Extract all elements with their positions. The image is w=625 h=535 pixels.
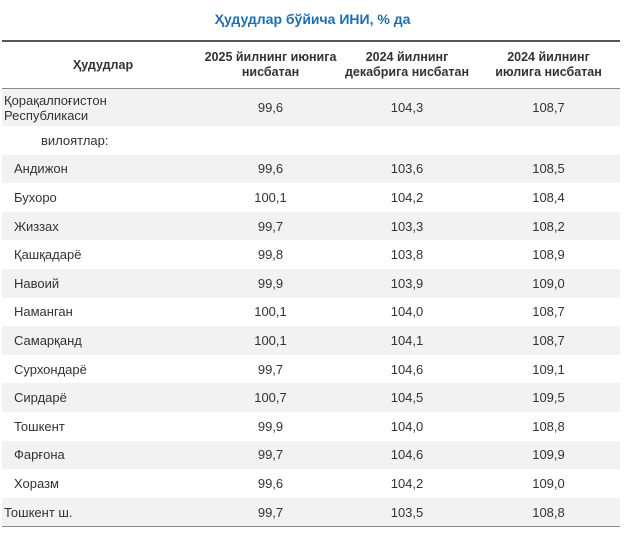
region-cell: Тошкент ш. [4, 504, 73, 520]
value-jun-2025: 100,1 [254, 332, 287, 348]
table-row [2, 240, 620, 269]
table-row [2, 212, 620, 241]
value-dec-2024: 103,5 [390, 504, 424, 520]
table-header [2, 40, 620, 89]
value-dec-2024: 104,1 [390, 332, 424, 348]
table-row [2, 298, 620, 327]
value-dec-2024: 104,2 [390, 189, 424, 205]
value-jul-2024: 108,4 [532, 189, 565, 205]
value-jul-2024: 108,9 [532, 247, 565, 263]
table-row [2, 498, 620, 528]
region-line2: Республикаси [4, 107, 89, 123]
value-jul-2024: 109,1 [532, 361, 565, 377]
region-cell: Наманган [14, 304, 73, 320]
value-dec-2024: 103,6 [390, 161, 424, 177]
header-col2 [337, 50, 477, 80]
value-dec-2024: 104,6 [390, 361, 424, 377]
value-jul-2024: 108,2 [532, 218, 565, 234]
region-line1: Қорақалпоғистон [4, 92, 107, 108]
value-jun-2025: 99,7 [257, 218, 284, 234]
value-jun-2025: 100,1 [254, 304, 287, 320]
value-dec-2024: 104,2 [390, 475, 424, 491]
value-jul-2024: 109,5 [532, 390, 565, 406]
region-cell: Сирдарё [14, 390, 67, 406]
value-dec-2024: 104,0 [390, 304, 424, 320]
table-row [2, 155, 620, 184]
header-col1-line2: нисбатан [241, 65, 300, 79]
value-jul-2024: 108,7 [532, 332, 565, 348]
value-jul-2024: 109,9 [532, 447, 565, 463]
table-row [2, 89, 620, 126]
value-jun-2025: 99,6 [257, 100, 284, 115]
page-title: Ҳудудлар бўйича ИНИ, % да [214, 11, 411, 27]
value-jun-2025: 99,6 [257, 161, 284, 177]
region-cell: Навоий [14, 275, 60, 291]
header-col2-line1: 2024 йилнинг [365, 50, 449, 64]
value-jul-2024: 108,7 [532, 304, 565, 320]
value-dec-2024: 104,5 [390, 390, 424, 406]
value-dec-2024: 103,3 [390, 218, 424, 234]
region-cell: Сурхондарё [14, 361, 87, 377]
value-jul-2024: 109,0 [532, 275, 565, 291]
value-jun-2025: 99,9 [257, 418, 284, 434]
value-jun-2025: 99,6 [257, 475, 284, 491]
value-jul-2024: 108,5 [532, 161, 565, 177]
region-cell: Тошкент [14, 418, 65, 434]
value-dec-2024: 103,9 [390, 275, 424, 291]
header-col3-line1: 2024 йилнинг [507, 50, 590, 64]
value-jul-2024: 108,8 [532, 418, 565, 434]
value-jun-2025: 99,7 [257, 447, 284, 463]
value-jun-2025: 99,9 [257, 275, 284, 291]
value-dec-2024: 103,8 [390, 247, 424, 263]
region-cell: Бухоро [14, 189, 57, 205]
value-jun-2025: 99,8 [257, 247, 284, 263]
value-jun-2025: 100,7 [254, 390, 287, 406]
table-row [2, 383, 620, 412]
table-row [2, 412, 620, 441]
table-row [2, 126, 620, 155]
value-jun-2025: 99,7 [257, 361, 284, 377]
header-col2-line2: декабрига нисбатан [344, 65, 470, 79]
value-dec-2024: 104,0 [390, 418, 424, 434]
region-cell: Қашқадарё [14, 247, 82, 263]
value-dec-2024: 104,3 [390, 100, 424, 115]
value-jul-2024: 108,7 [532, 100, 565, 115]
header-col1-line1: 2025 йилнинг июнига [204, 50, 337, 64]
cpi-table [2, 40, 620, 527]
header-col3 [477, 50, 620, 80]
region-cell: Хоразм [14, 475, 59, 491]
value-jun-2025: 99,7 [257, 504, 284, 520]
header-region: Ҳудудлар [72, 57, 134, 72]
header-col1 [204, 50, 337, 80]
table-row [2, 183, 620, 212]
value-jul-2024: 109,0 [532, 475, 565, 491]
table-row [2, 326, 620, 355]
region-cell: Жиззах [14, 218, 59, 234]
region-cell [2, 93, 204, 123]
table-row [2, 355, 620, 384]
value-jul-2024: 108,8 [532, 504, 565, 520]
region-cell: вилоятлар: [41, 132, 109, 148]
table-row [2, 269, 620, 298]
value-jun-2025: 100,1 [254, 189, 287, 205]
region-cell: Андижон [14, 161, 68, 177]
region-cell: Фарғона [14, 447, 65, 463]
value-dec-2024: 104,6 [390, 447, 424, 463]
table-row [2, 469, 620, 498]
region-cell: Самарқанд [14, 332, 82, 348]
table-row [2, 441, 620, 470]
header-col3-line2: июлига нисбатан [495, 65, 602, 79]
